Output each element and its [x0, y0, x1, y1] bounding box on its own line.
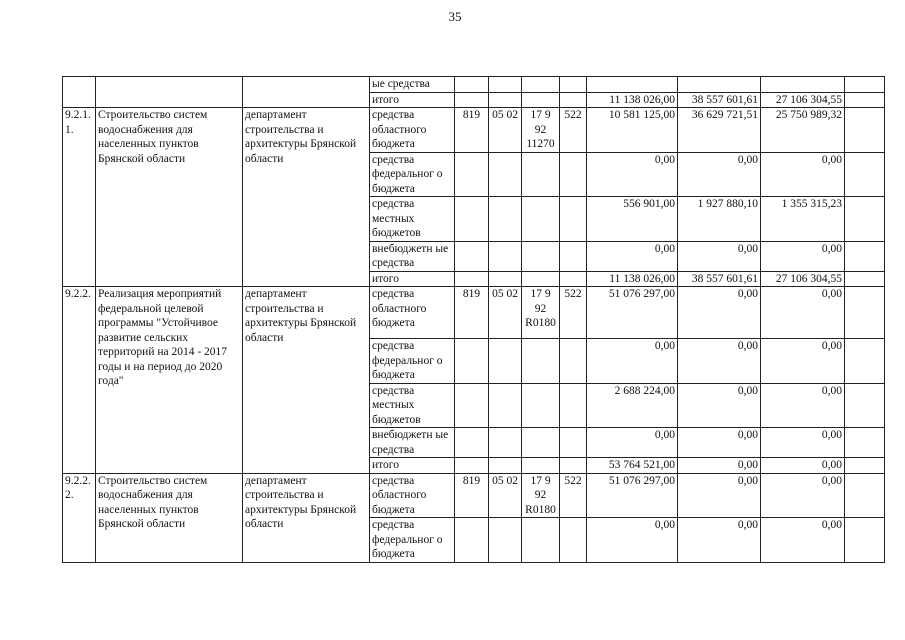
table-body — [63, 77, 885, 563]
funding-source-cell: средства областного бюджета — [370, 108, 455, 153]
section-code-cell: 05 02 — [489, 287, 522, 339]
table-row — [63, 108, 885, 153]
expense-type-cell — [560, 428, 587, 458]
amount-year1-cell: 53 764 521,00 — [587, 458, 678, 474]
empty-last-cell — [845, 518, 885, 563]
item-number-cell — [63, 77, 96, 108]
target-article-cell — [522, 152, 560, 197]
section-code-cell — [489, 197, 522, 242]
amount-year2-cell: 0,00 — [678, 339, 761, 384]
table-row — [63, 287, 885, 339]
funding-source-cell: итого — [370, 271, 455, 287]
grbs-code-cell — [455, 92, 489, 108]
amount-year3-cell: 0,00 — [761, 428, 845, 458]
funding-source-cell: средства областного бюджета — [370, 287, 455, 339]
expense-type-cell: 522 — [560, 108, 587, 153]
page-number: 35 — [448, 9, 462, 24]
section-code-cell — [489, 77, 522, 93]
grbs-code-cell — [455, 77, 489, 93]
funding-source-cell: средства федеральног о бюджета — [370, 339, 455, 384]
amount-year2-cell: 38 557 601,61 — [678, 92, 761, 108]
amount-year1-cell: 0,00 — [587, 152, 678, 197]
empty-last-cell — [845, 197, 885, 242]
amount-year2-cell: 38 557 601,61 — [678, 271, 761, 287]
funding-source-cell: итого — [370, 92, 455, 108]
activity-name-cell — [96, 77, 243, 108]
executor-cell — [243, 77, 370, 108]
target-article-cell — [522, 241, 560, 271]
funding-source-cell: средства местных бюджетов — [370, 197, 455, 242]
funding-source-cell: средства областного бюджета — [370, 473, 455, 518]
grbs-code-cell — [455, 271, 489, 287]
expense-type-cell — [560, 77, 587, 93]
amount-year1-cell: 11 138 026,00 — [587, 271, 678, 287]
amount-year1-cell: 2 688 224,00 — [587, 383, 678, 428]
amount-year2-cell: 0,00 — [678, 152, 761, 197]
amount-year3-cell: 0,00 — [761, 473, 845, 518]
expense-type-cell — [560, 458, 587, 474]
expense-type-cell — [560, 518, 587, 563]
amount-year3-cell: 0,00 — [761, 241, 845, 271]
grbs-code-cell — [455, 458, 489, 474]
amount-year3-cell: 27 106 304,55 — [761, 92, 845, 108]
amount-year2-cell: 0,00 — [678, 428, 761, 458]
empty-last-cell — [845, 383, 885, 428]
amount-year2-cell: 1 927 880,10 — [678, 197, 761, 242]
target-article-cell — [522, 428, 560, 458]
item-number-cell: 9.2.2. 2. — [63, 473, 96, 562]
expense-type-cell — [560, 92, 587, 108]
executor-cell: департамент строительства и архитектуры Брянской области — [243, 108, 370, 287]
amount-year2-cell: 0,00 — [678, 458, 761, 474]
grbs-code-cell — [455, 152, 489, 197]
grbs-code-cell — [455, 383, 489, 428]
amount-year2-cell: 0,00 — [678, 287, 761, 339]
amount-year3-cell: 0,00 — [761, 287, 845, 339]
grbs-code-cell: 819 — [455, 473, 489, 518]
section-code-cell — [489, 92, 522, 108]
amount-year1-cell: 0,00 — [587, 518, 678, 563]
empty-last-cell — [845, 339, 885, 384]
funding-source-cell: средства федеральног о бюджета — [370, 518, 455, 563]
grbs-code-cell — [455, 241, 489, 271]
target-article-cell — [522, 197, 560, 242]
target-article-cell — [522, 92, 560, 108]
amount-year3-cell — [761, 77, 845, 93]
empty-last-cell — [845, 77, 885, 93]
section-code-cell — [489, 383, 522, 428]
section-code-cell — [489, 152, 522, 197]
amount-year2-cell: 0,00 — [678, 383, 761, 428]
amount-year3-cell: 0,00 — [761, 339, 845, 384]
section-code-cell — [489, 458, 522, 474]
funding-source-cell: внебюджетн ые средства — [370, 241, 455, 271]
empty-last-cell — [845, 287, 885, 339]
empty-last-cell — [845, 428, 885, 458]
grbs-code-cell — [455, 518, 489, 563]
table-row — [63, 77, 885, 93]
amount-year1-cell: 11 138 026,00 — [587, 92, 678, 108]
executor-cell: департамент строительства и архитектуры Брянской области — [243, 287, 370, 474]
grbs-code-cell — [455, 197, 489, 242]
grbs-code-cell: 819 — [455, 108, 489, 153]
target-article-cell — [522, 77, 560, 93]
executor-cell: департамент строительства и архитектуры Брянской области — [243, 473, 370, 562]
budget-table — [62, 76, 885, 563]
empty-last-cell — [845, 152, 885, 197]
funding-source-cell: итого — [370, 458, 455, 474]
amount-year1-cell: 0,00 — [587, 428, 678, 458]
funding-source-cell: ые средства — [370, 77, 455, 93]
target-article-cell: 17 9 92 11270 — [522, 108, 560, 153]
amount-year2-cell: 0,00 — [678, 241, 761, 271]
expense-type-cell — [560, 152, 587, 197]
amount-year2-cell: 36 629 721,51 — [678, 108, 761, 153]
expense-type-cell: 522 — [560, 473, 587, 518]
section-code-cell: 05 02 — [489, 473, 522, 518]
target-article-cell — [522, 383, 560, 428]
target-article-cell — [522, 518, 560, 563]
item-number-cell: 9.2.1. 1. — [63, 108, 96, 287]
expense-type-cell — [560, 241, 587, 271]
amount-year3-cell: 0,00 — [761, 383, 845, 428]
section-code-cell — [489, 428, 522, 458]
target-article-cell — [522, 271, 560, 287]
amount-year2-cell: 0,00 — [678, 473, 761, 518]
amount-year3-cell: 0,00 — [761, 458, 845, 474]
expense-type-cell — [560, 271, 587, 287]
target-article-cell — [522, 458, 560, 474]
empty-last-cell — [845, 271, 885, 287]
amount-year2-cell — [678, 77, 761, 93]
section-code-cell — [489, 339, 522, 384]
funding-source-cell: средства федеральног о бюджета — [370, 152, 455, 197]
activity-name-cell: Реализация мероприятий федеральной целевой программы "Устойчивое развитие сельских территорий на 2014 - 2017 годы и на период до 2020 года" — [96, 287, 243, 474]
empty-last-cell — [845, 108, 885, 153]
item-number-cell: 9.2.2. — [63, 287, 96, 474]
empty-last-cell — [845, 241, 885, 271]
amount-year3-cell: 0,00 — [761, 152, 845, 197]
amount-year1-cell — [587, 77, 678, 93]
empty-last-cell — [845, 92, 885, 108]
amount-year1-cell: 10 581 125,00 — [587, 108, 678, 153]
funding-source-cell: средства местных бюджетов — [370, 383, 455, 428]
target-article-cell: 17 9 92 R0180 — [522, 473, 560, 518]
amount-year1-cell: 0,00 — [587, 339, 678, 384]
grbs-code-cell: 819 — [455, 287, 489, 339]
amount-year3-cell: 25 750 989,32 — [761, 108, 845, 153]
section-code-cell — [489, 271, 522, 287]
amount-year3-cell: 0,00 — [761, 518, 845, 563]
section-code-cell — [489, 241, 522, 271]
table-row — [63, 473, 885, 518]
empty-last-cell — [845, 458, 885, 474]
amount-year1-cell: 0,00 — [587, 241, 678, 271]
amount-year3-cell: 27 106 304,55 — [761, 271, 845, 287]
expense-type-cell — [560, 383, 587, 428]
expense-type-cell — [560, 339, 587, 384]
target-article-cell — [522, 339, 560, 384]
grbs-code-cell — [455, 339, 489, 384]
activity-name-cell: Строительство систем водоснабжения для населенных пунктов Брянской области — [96, 473, 243, 562]
expense-type-cell — [560, 197, 587, 242]
activity-name-cell: Строительство систем водоснабжения для населенных пунктов Брянской области — [96, 108, 243, 287]
funding-source-cell: внебюджетн ые средства — [370, 428, 455, 458]
target-article-cell: 17 9 92 R0180 — [522, 287, 560, 339]
section-code-cell — [489, 518, 522, 563]
amount-year1-cell: 51 076 297,00 — [587, 473, 678, 518]
amount-year2-cell: 0,00 — [678, 518, 761, 563]
amount-year1-cell: 51 076 297,00 — [587, 287, 678, 339]
empty-last-cell — [845, 473, 885, 518]
amount-year1-cell: 556 901,00 — [587, 197, 678, 242]
grbs-code-cell — [455, 428, 489, 458]
amount-year3-cell: 1 355 315,23 — [761, 197, 845, 242]
section-code-cell: 05 02 — [489, 108, 522, 153]
expense-type-cell: 522 — [560, 287, 587, 339]
